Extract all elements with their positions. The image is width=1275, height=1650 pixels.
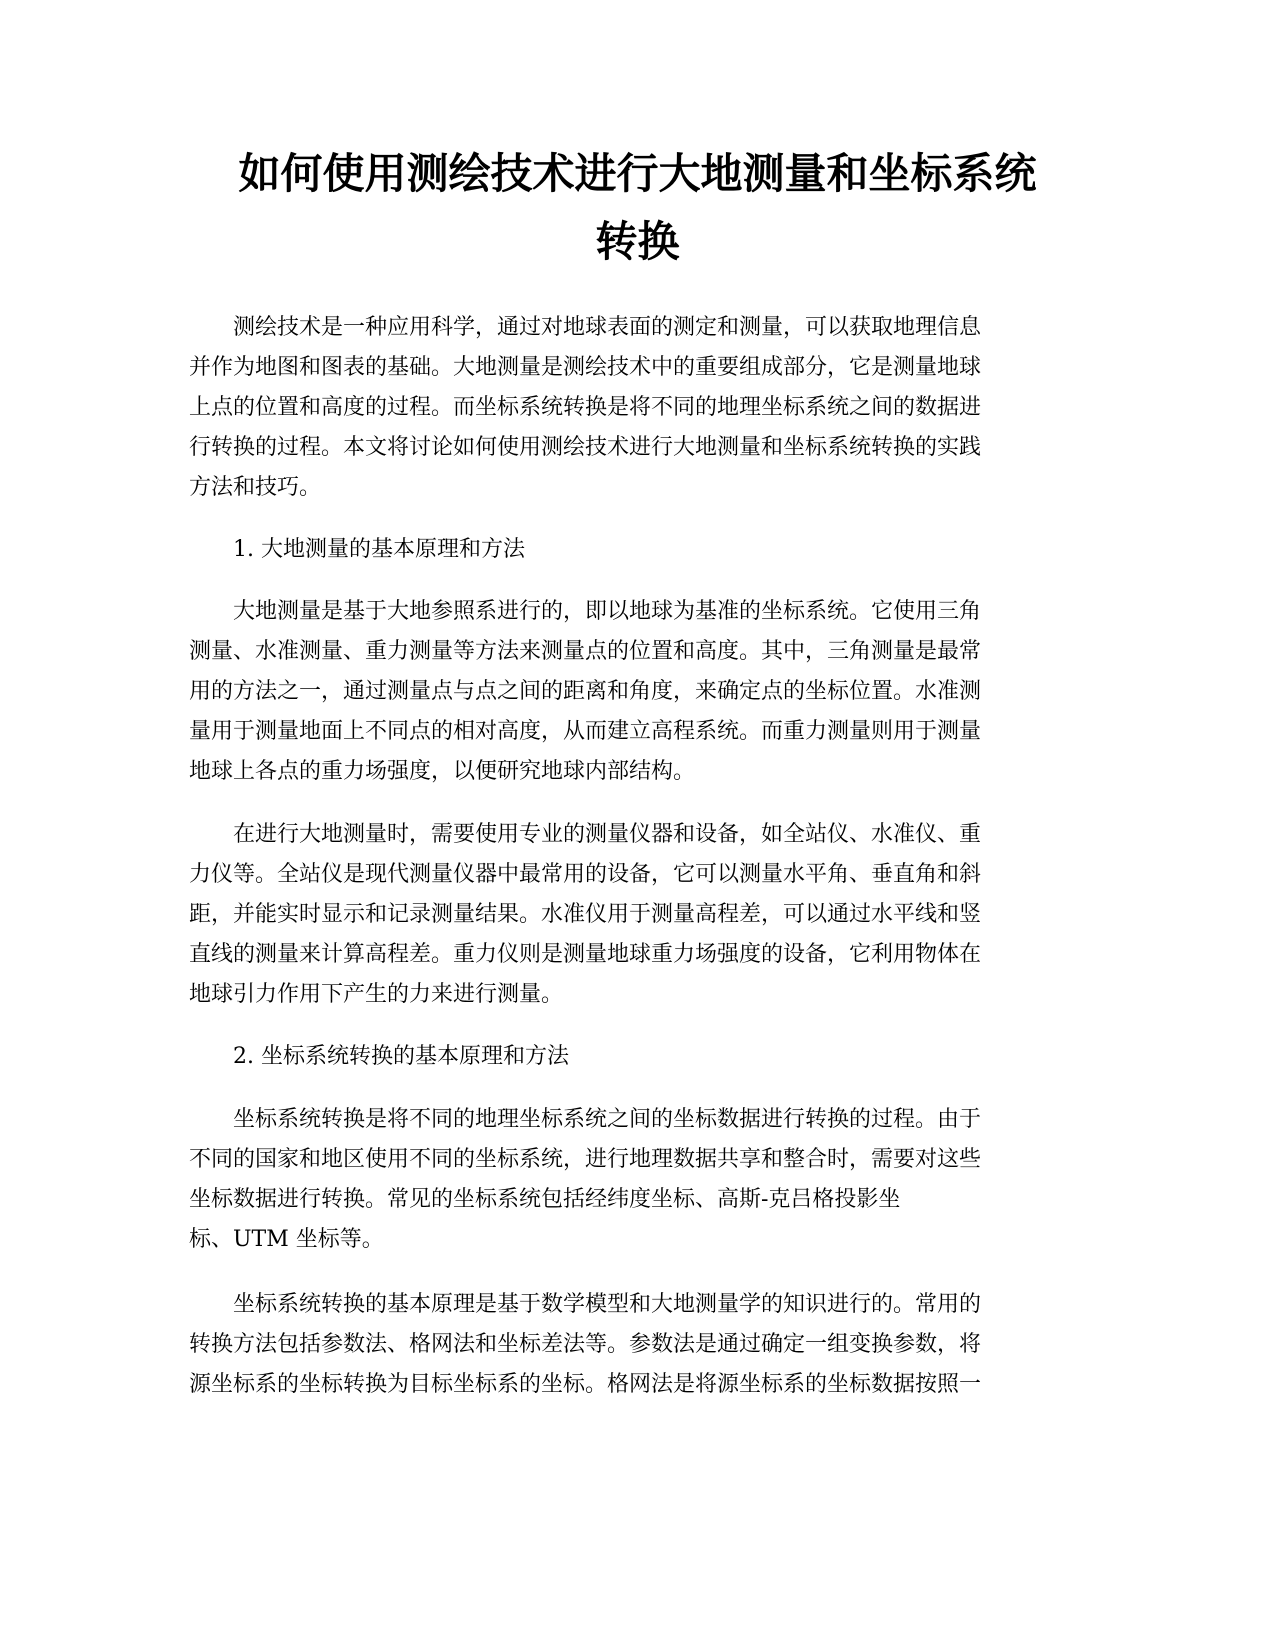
text-line: 测量、水准测量、重力测量等方法来测量点的位置和高度。其中，三角测量是最常 [189, 639, 982, 664]
text-line: 行转换的过程。本文将讨论如何使用测绘技术进行大地测量和坐标系统转换的实践 [189, 435, 982, 460]
body-paragraph [189, 1285, 1087, 1405]
text-line: 地球上各点的重力场强度，以便研究地球内部结构。 [189, 759, 696, 784]
text-line: 不同的国家和地区使用不同的坐标系统，进行地理数据共享和整合时，需要对这些 [189, 1147, 982, 1172]
text-line: 方法和技巧。 [189, 475, 322, 500]
intro-paragraph [189, 308, 1087, 508]
text-line: 上点的位置和高度的过程。而坐标系统转换是将不同的地理坐标系统之间的数据进 [189, 395, 982, 420]
text-line: 力仪等。全站仪是现代测量仪器中最常用的设备，它可以测量水平角、垂直角和斜 [189, 862, 982, 887]
text-line: 并作为地图和图表的基础。大地测量是测绘技术中的重要组成部分，它是测量地球 [189, 355, 982, 380]
body-paragraph [189, 1100, 1087, 1260]
text-line: 大地测量是基于大地参照系进行的，即以地球为基准的坐标系统。它使用三角 [233, 599, 982, 624]
body-paragraph [189, 592, 1087, 792]
text-line: 直线的测量来计算高程差。重力仪则是测量地球重力场强度的设备，它利用物体在 [189, 942, 982, 967]
title-line: 如何使用测绘技术进行大地测量和坐标系统 [238, 149, 1037, 198]
text-line: 源坐标系的坐标转换为目标坐标系的坐标。格网法是将源坐标系的坐标数据按照一 [189, 1372, 982, 1397]
text-line: 转换方法包括参数法、格网法和坐标差法等。参数法是通过确定一组变换参数，将 [189, 1332, 982, 1357]
text-line: 标、UTM 坐标等。 [189, 1227, 384, 1252]
text-line: 距，并能实时显示和记录测量结果。水准仪用于测量高程差，可以通过水平线和竖 [189, 902, 982, 927]
text-line: 坐标数据进行转换。常见的坐标系统包括经纬度坐标、高斯-克吕格投影坐 [189, 1187, 901, 1212]
text-line: 在进行大地测量时，需要使用专业的测量仪器和设备，如全站仪、水准仪、重 [233, 822, 982, 847]
text-line: 用的方法之一，通过测量点与点之间的距离和角度，来确定点的坐标位置。水准测 [189, 679, 982, 704]
section-heading [189, 530, 1087, 570]
section-heading [189, 1037, 1087, 1077]
text-line: 量用于测量地面上不同点的相对高度，从而建立高程系统。而重力测量则用于测量 [189, 719, 982, 744]
section-heading-text: 2. 坐标系统转换的基本原理和方法 [233, 1044, 569, 1069]
text-line: 坐标系统转换是将不同的地理坐标系统之间的坐标数据进行转换的过程。由于 [233, 1107, 982, 1132]
page-title [150, 140, 1125, 276]
section-heading-text: 1. 大地测量的基本原理和方法 [233, 537, 525, 562]
text-line: 坐标系统转换的基本原理是基于数学模型和大地测量学的知识进行的。常用的 [233, 1292, 982, 1317]
text-line: 地球引力作用下产生的力来进行测量。 [189, 982, 564, 1007]
body-paragraph [189, 815, 1087, 1015]
title-line: 转换 [595, 217, 680, 266]
text-line: 测绘技术是一种应用科学，通过对地球表面的测定和测量，可以获取地理信息 [233, 315, 982, 340]
